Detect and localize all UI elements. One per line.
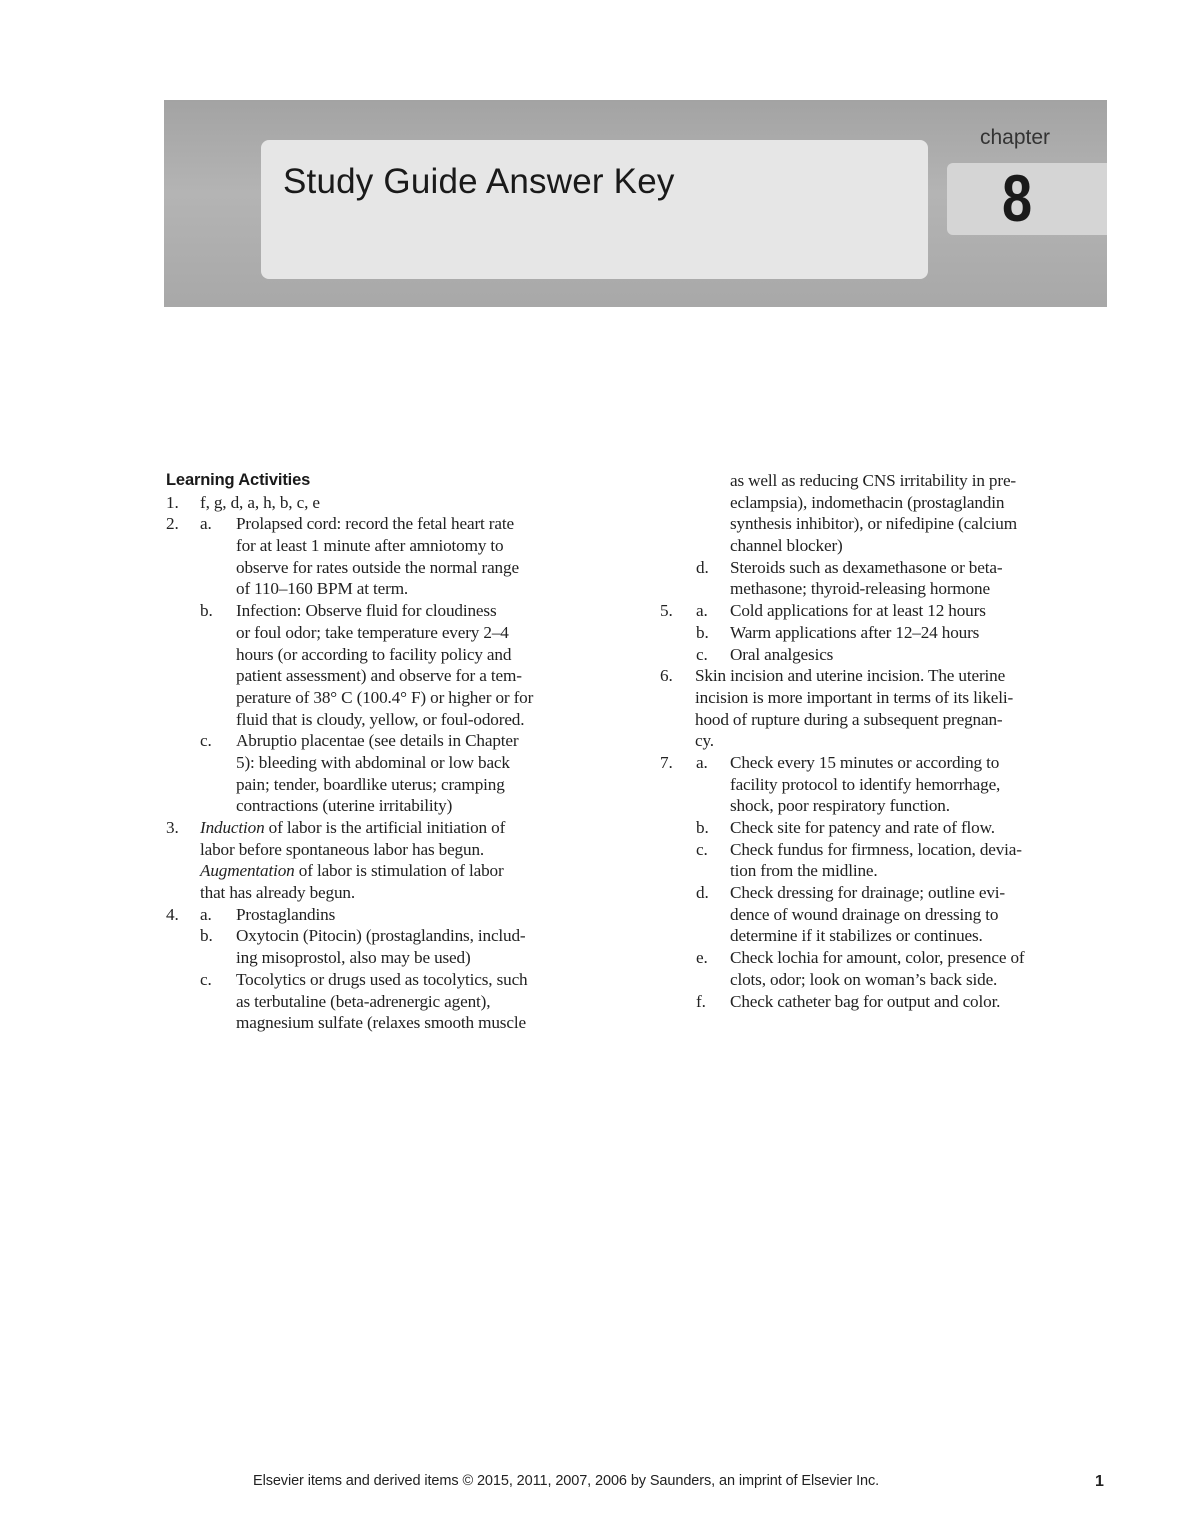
answer-text [730,969,997,991]
answer-line [166,600,611,622]
answer-line [660,882,1110,904]
answer-text [236,557,519,579]
answer-line [660,991,1110,1013]
answer-text-content: Infection: Observe fluid for cloudiness [236,601,497,621]
chapter-label: chapter [980,126,1051,149]
answer-text-content: tion from the midline. [730,861,878,881]
answer-text [236,947,471,969]
answer-text [730,644,833,666]
answer-text-content: perature of 38° C (100.4° F) or higher or for [236,687,534,707]
item-letter: c. [696,644,708,664]
page-title: Study Guide Answer Key [283,162,675,201]
answer-text [236,730,518,752]
answer-text-content: hours (or according to facility policy and [236,644,512,664]
answer-text [730,578,990,600]
answer-line [166,991,611,1013]
answer-line [660,730,1110,752]
answer-text [730,839,1022,861]
answer-line [166,644,611,666]
answer-line [166,947,611,969]
answer-text-content: as well as reducing CNS irritability in pre- [730,471,1016,490]
answer-text [200,492,320,514]
item-number: 7. [660,752,673,772]
answer-text [236,687,533,709]
answer-line [166,795,611,817]
answer-line [166,578,611,600]
answer-text-content: Check every 15 minutes or according to [730,752,1000,772]
answer-text [730,817,995,839]
chapter-number: 8 [1002,161,1033,235]
answer-text [730,795,950,817]
answer-line [660,925,1110,947]
copyright-footer: Elsevier items and derived items © 2015, 2011, 2007, 2006 by Saunders, an imprint of Elsevier Inc. [253,1473,880,1489]
answer-text-content: hood of rupture during a subsequent pregnan- [695,709,1003,729]
answer-text-content: shock, poor respiratory function. [730,796,950,816]
answer-text [730,492,1004,514]
answer-text [695,709,1002,731]
answer-line [660,947,1110,969]
answer-line [660,644,1110,666]
answer-text [730,947,1024,969]
left-column [166,470,611,1034]
answer-line [660,839,1110,861]
section-heading: Learning Activities [166,471,311,489]
answer-text [236,600,496,622]
answer-text [730,991,1000,1013]
answer-text [236,665,522,687]
answer-text [236,774,505,796]
answer-text-content: cy. [695,731,714,751]
answer-text [730,470,1016,492]
answer-text [730,860,878,882]
answer-text-content: Check site for patency and rate of flow. [730,818,995,837]
answer-text-content: magnesium sulfate (relaxes smooth muscle [236,1013,526,1033]
answer-text [236,535,504,557]
item-letter: a. [200,904,212,924]
answer-text-content: ing misoprostol, also may be used) [236,948,471,968]
answer-line [660,969,1110,991]
answer-line [660,557,1110,579]
answer-text [730,535,843,557]
answer-text [236,709,524,731]
answer-text [236,904,335,926]
item-number: 6. [660,666,673,686]
item-letter: d. [696,557,709,577]
answer-line [166,860,611,882]
answer-text-content: 5): bleeding with abdominal or low back [236,752,510,772]
answer-line [660,709,1110,731]
answer-text-content: Oral analgesics [730,644,834,664]
answer-line [166,557,611,579]
answer-text-content: Oxytocin (Pitocin) (prostaglandins, includ- [236,926,526,946]
item-letter: a. [696,601,708,621]
item-letter: b. [696,622,709,642]
answer-text-content: patient assessment) and observe for a tem- [236,666,522,686]
answer-text [236,969,528,991]
answer-line [166,492,611,514]
answer-text-content: or foul odor; take temperature every 2–4 [236,622,509,642]
answer-line [660,774,1110,796]
answer-text-content: contractions (uterine irritability) [236,796,453,816]
answer-text-content: that has already begun. [200,883,355,903]
answer-text [236,1012,526,1034]
answer-text [695,730,714,752]
answer-line [166,752,611,774]
item-number: 1. [166,492,179,512]
answer-text-content: facility protocol to identify hemorrhage, [730,774,1001,794]
item-number: 4. [166,904,179,924]
item-letter: b. [696,818,709,837]
answer-text [730,513,1017,535]
answer-line [166,925,611,947]
item-letter: c. [200,731,212,751]
answer-text [236,991,490,1013]
answer-text-content: synthesis inhibitor), or nifedipine (calcium [730,514,1017,534]
item-letter: f. [696,991,706,1011]
emphasized-term: Induction [200,818,265,838]
answer-text [236,925,526,947]
answer-text [730,904,998,926]
answer-line [166,709,611,731]
answer-line [166,622,611,644]
answer-line [660,470,1110,492]
answer-text-content: eclampsia), indomethacin (prostaglandin [730,492,1005,512]
answer-text-content: methasone; thyroid-releasing hormone [730,579,990,599]
answer-line [166,969,611,991]
answer-text-content: f, g, d, a, h, b, c, e [200,492,320,512]
answer-line [660,904,1110,926]
item-letter: d. [696,883,709,903]
right-column [660,470,1110,1012]
chapter-number-box [947,163,1107,235]
answer-text-content: Tocolytics or drugs used as tocolytics, such [236,969,528,989]
answer-line [166,513,611,535]
item-number: 2. [166,514,179,534]
answer-line [660,513,1110,535]
answer-line [166,817,611,839]
answer-text [730,774,1000,796]
item-number: 3. [166,818,179,838]
answer-text-content: Prostaglandins [236,904,336,924]
answer-text [730,600,986,622]
answer-text [236,578,408,600]
item-letter: c. [696,839,708,859]
answer-text-content: Skin incision and uterine incision. The uterine [695,666,1006,686]
answer-text-content: observe for rates outside the normal range [236,557,519,577]
answer-text-content: Cold applications for at least 12 hours [730,601,986,621]
answer-text-content: pain; tender, boardlike uterus; cramping [236,774,505,794]
answer-line [660,535,1110,557]
answer-text [730,925,983,947]
answer-text-content: Check lochia for amount, color, presence of [730,948,1025,968]
item-letter: a. [696,752,708,772]
answer-line [166,882,611,904]
item-number: 5. [660,601,673,621]
answer-text [236,752,510,774]
answer-line [166,1012,611,1034]
answer-text [200,860,504,882]
answer-text [730,752,999,774]
answer-line [660,752,1110,774]
answer-line [660,492,1110,514]
chapter-banner [164,100,1107,307]
answer-text [695,687,1013,709]
answer-text [200,882,355,904]
answer-text [236,622,509,644]
answer-text [236,513,514,535]
answer-text-content: fluid that is cloudy, yellow, or foul-odored. [236,709,525,729]
answer-text-content: of 110–160 BPM at term. [236,579,409,599]
answer-line [660,817,1110,839]
answer-text [730,557,1002,579]
answer-text [200,817,505,839]
answer-text-content: Check dressing for drainage; outline evi- [730,883,1005,903]
answer-text-content: as terbutaline (beta-adrenergic agent), [236,991,491,1011]
answer-text-content: clots, odor; look on woman’s back side. [730,969,998,989]
answer-line [660,665,1110,687]
answer-text-content: dence of wound drainage on dressing to [730,904,999,924]
answer-text-content: for at least 1 minute after amniotomy to [236,536,504,556]
answer-text-content: Abruptio placentae (see details in Chapter [236,731,519,751]
answer-line [660,687,1110,709]
answer-text [236,795,452,817]
item-letter: b. [200,926,213,946]
answer-line [660,622,1110,644]
page-number: 1 [1095,1473,1104,1490]
answer-text [730,622,979,644]
answer-line [166,665,611,687]
item-letter: c. [200,969,212,989]
answer-line [660,795,1110,817]
answer-text-content: Check fundus for firmness, location, devia- [730,839,1022,859]
answer-line [166,535,611,557]
answer-text [200,839,484,861]
answer-line [660,860,1110,882]
item-letter: a. [200,514,212,534]
answer-text-content: incision is more important in terms of its likeli- [695,687,1014,707]
emphasized-term: Augmentation [200,861,295,881]
answer-line [166,904,611,926]
answer-line [166,687,611,709]
answer-text-content: Warm applications after 12–24 hours [730,622,980,642]
answer-text-content: of labor is the artificial initiation of [264,818,506,838]
answer-text [695,665,1005,687]
title-box [261,140,928,279]
answer-text-content: determine if it stabilizes or continues. [730,926,983,946]
item-letter: e. [696,948,708,968]
answer-line [166,774,611,796]
item-letter: b. [200,601,213,621]
answer-line [660,600,1110,622]
answer-text-content: labor before spontaneous labor has begun. [200,839,485,859]
answer-text-content: channel blocker) [730,536,843,556]
answer-text-content: Check catheter bag for output and color. [730,991,1001,1011]
answer-text-content: Prolapsed cord: record the fetal heart rate [236,514,514,534]
answer-line [166,839,611,861]
answer-text-content: Steroids such as dexamethasone or beta- [730,557,1003,577]
answer-text [730,882,1005,904]
answer-text-content: of labor is stimulation of labor [294,861,504,881]
answer-line [166,730,611,752]
answer-text [236,644,511,666]
answer-line [660,578,1110,600]
